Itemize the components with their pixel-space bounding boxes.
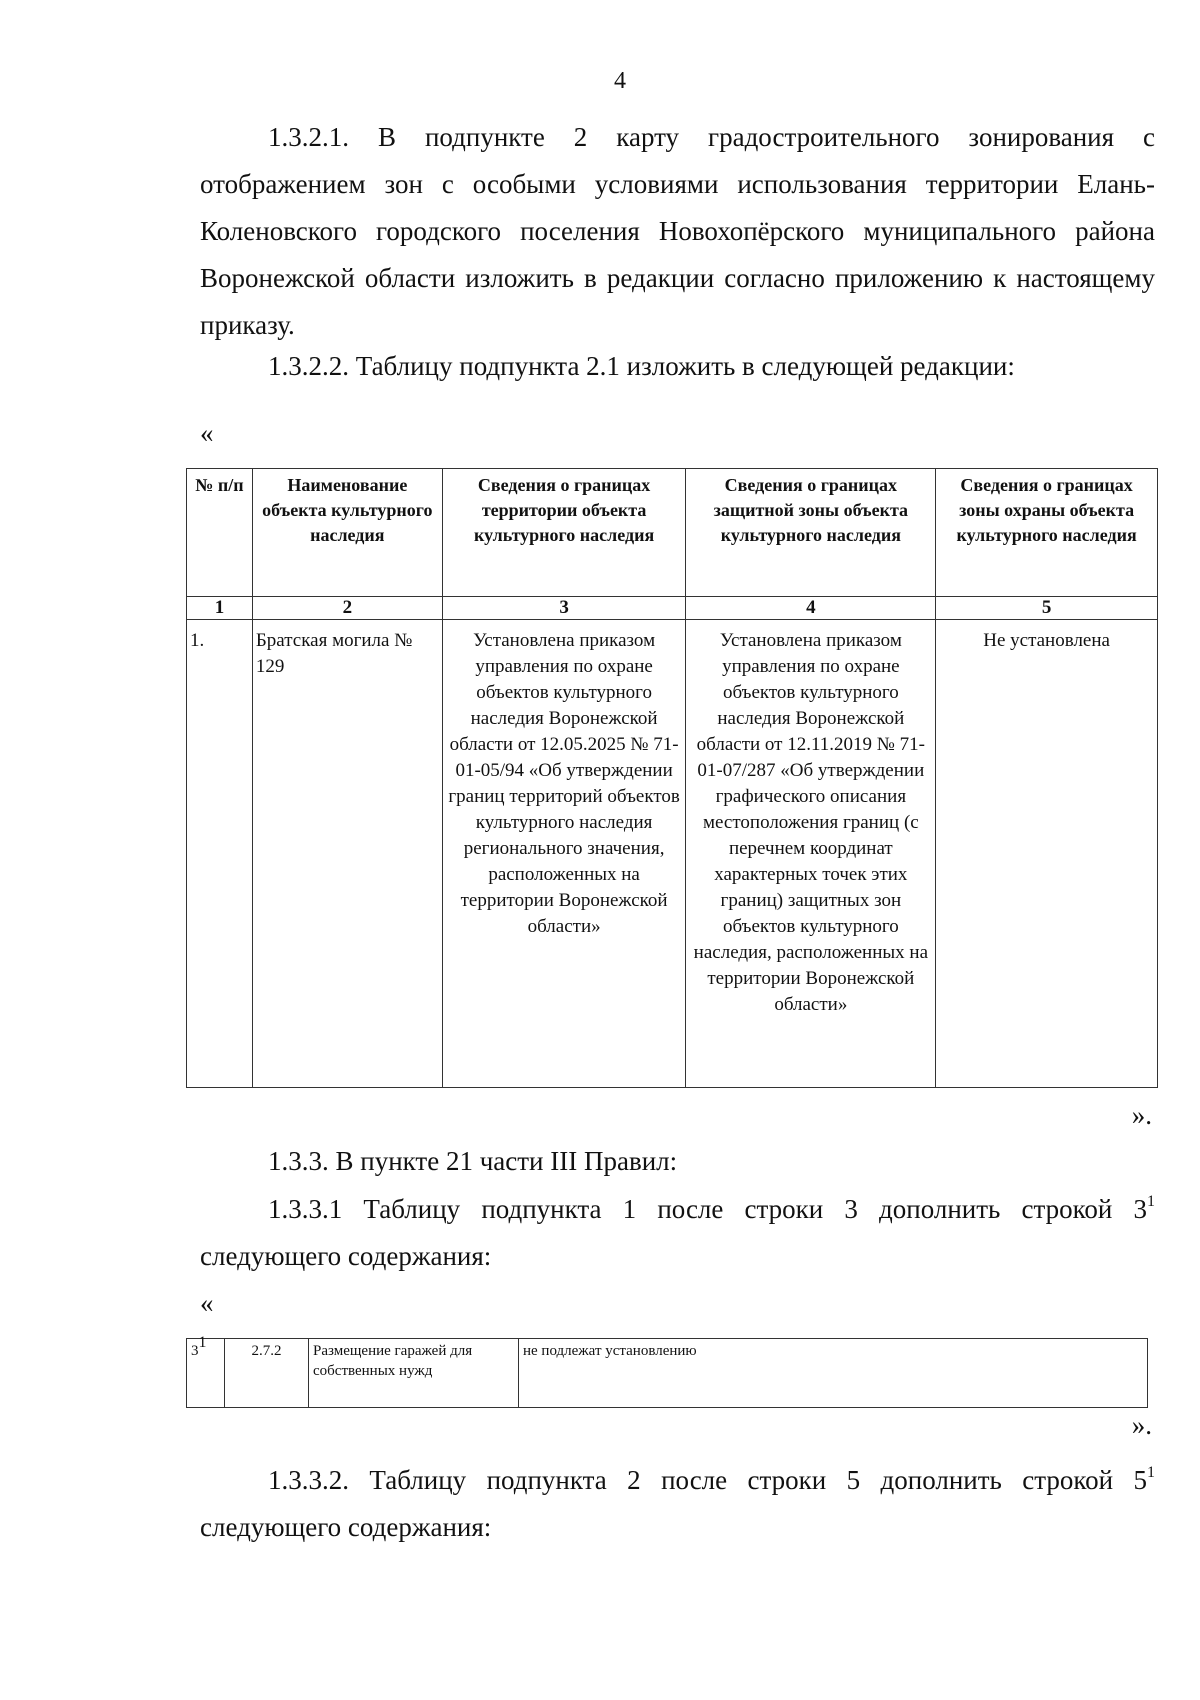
paragraph-1-3-2-1: 1.3.2.1. В подпункте 2 карту градостроительного зонирования с отображением зон с особыми условиями использования территории Елань-Коленовского городского поселения Новохопёрского муниципального района Воронежской области изложить в редакции согласно приложению к настоящему приказу.	[200, 122, 1155, 340]
row-num: 1.	[187, 620, 253, 1088]
page-number: 4	[614, 68, 626, 94]
paragraph-1-3-3-2	[200, 1457, 1155, 1551]
row-num	[187, 1334, 225, 1408]
closing-quote-2: ».	[1131, 1410, 1152, 1440]
paragraph-1-3-2-2: 1.3.2.2. Таблицу подпункта 2.1 изложить в следующей редакции:	[268, 351, 1015, 381]
opening-quote-1: «	[200, 418, 214, 448]
table-row	[187, 1339, 1148, 1408]
garage-addition-table	[186, 1334, 1148, 1408]
column-number-row	[187, 597, 1158, 620]
row-code: 2.7.2	[225, 1339, 309, 1408]
superscript: 1	[198, 1334, 207, 1351]
paragraph-1-3-3-1	[200, 1186, 1155, 1280]
header-num: № п/п	[187, 469, 253, 597]
cultural-heritage-table	[186, 468, 1158, 1088]
column-number: 1	[187, 597, 253, 620]
superscript: 1	[1147, 1464, 1155, 1481]
header-protection-zone: Сведения о границах зоны охраны объекта культурного наследия	[936, 469, 1158, 597]
paragraph-1-3-3-1-cont: следующего содержания:	[200, 1241, 492, 1271]
paragraph-1-3-3: 1.3.3. В пункте 21 части III Правил:	[268, 1146, 678, 1176]
row-use-name: Размещение гаражей для собственных нужд	[309, 1339, 519, 1408]
row-value: не подлежат установлению	[519, 1339, 1148, 1408]
header-name: Наименование объекта культурного наследия	[252, 469, 442, 597]
column-number: 5	[936, 597, 1158, 620]
row-territory-info: Установлена приказом управления по охране объектов культурного наследия Воронежской области от 12.05.2025 № 71-01-05/94 «Об утверждении границ территорий объектов культурного наследия регионального значения, расположенных на территории Воронежской области»	[442, 620, 686, 1088]
superscript: 1	[1147, 1193, 1155, 1210]
column-number: 4	[686, 597, 936, 620]
paragraph-1-3-3-2-cont: следующего содержания:	[200, 1512, 492, 1542]
row-protective-zone-info: Установлена приказом управления по охране объектов культурного наследия Воронежской области от 12.11.2019 № 71-01-07/287 «Об утверждении графического описания местоположения границ (с перечнем координат характерных точек этих границ) защитных зон объектов культурного наследия, расположенных на территории Воронежской области»	[686, 620, 936, 1088]
column-number: 3	[442, 597, 686, 620]
row-heritage-name: Братская могила № 129	[252, 620, 442, 1088]
header-protective-zone: Сведения о границах защитной зоны объекта культурного наследия	[686, 469, 936, 597]
table-header-row	[187, 469, 1158, 597]
paragraph-1-3-3-1-text: 1.3.3.1 Таблицу подпункта 1 после строки 3 дополнить строкой 3	[268, 1194, 1147, 1224]
opening-quote-2: «	[200, 1288, 214, 1318]
column-number: 2	[252, 597, 442, 620]
table-row	[187, 620, 1158, 1088]
header-territory: Сведения о границах территории объекта культурного наследия	[442, 469, 686, 597]
closing-quote-1: ».	[1131, 1100, 1152, 1130]
row-protection-zone-info: Не установлена	[936, 620, 1158, 1088]
paragraph-1-3-3-2-text: 1.3.3.2. Таблицу подпункта 2 после строки 5 дополнить строкой 5	[268, 1465, 1147, 1495]
row-num-value: 3	[191, 1343, 199, 1359]
